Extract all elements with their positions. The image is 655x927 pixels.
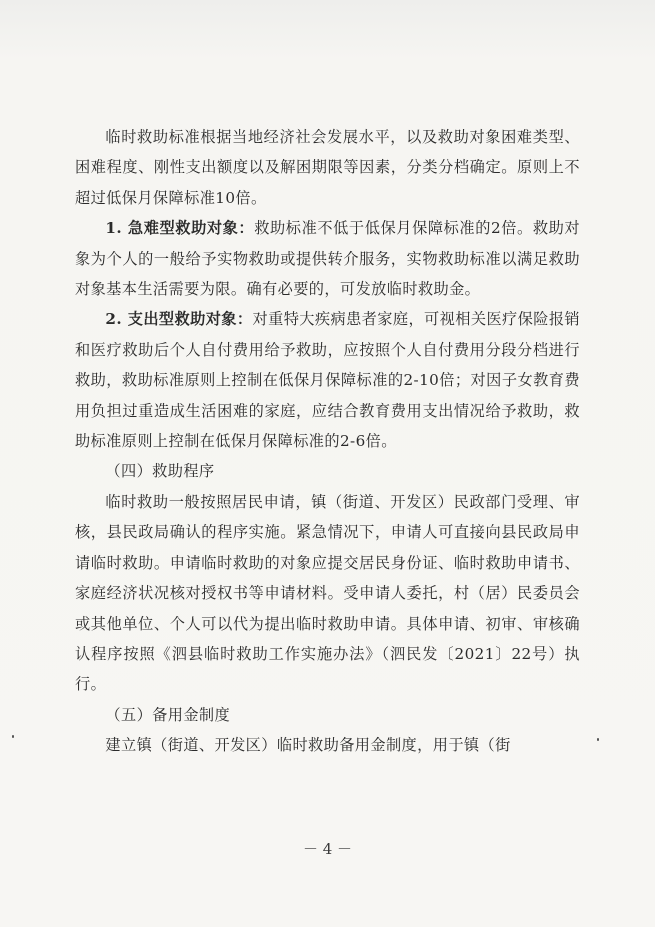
document-body <box>75 122 580 761</box>
scan-speck <box>597 738 599 741</box>
scan-speck <box>12 735 14 738</box>
paragraph-lead: 2. 支出型救助对象： <box>105 310 253 329</box>
section-heading-procedure: （四）救助程序 <box>105 462 215 481</box>
paragraph-text: 临时救助标准根据当地经济社会发展水平，以及救助对象困难类型、困难程度、刚性支出额度以及解困期限等因素，分类分档确定。原则上不超过低保月保障标准10倍。 <box>75 128 580 207</box>
paragraph-procedure: 临时救助一般按照居民申请，镇（街道、开发区）民政部门受理、审核，县民政局确认的程序实施。紧急情况下，申请人可直接向县民政局申请临时救助。申请临时救助的对象应提交居民身份证、临时救助申请书、家庭经济状况核对授权书等申请材料。受申请人委托，村（居）民委员会或其他单位、个人可以代为提出临时救助申请。具体申请、初审、审核确认程序按照《泗县临时救助工作实施办法》（泗民发〔2021〕22号）执行。 <box>75 492 580 694</box>
paragraph-text: 救助标准不低于低保月保障标准的2倍。救助对象为个人的一般给予实物救助或提供转介服务，实物救助标准以满足救助对象基本生活需要为限。确有必要的，可发放临时救助金。 <box>75 219 580 299</box>
section-heading-reserve-fund: （五）备用金制度 <box>105 705 231 724</box>
paragraph-text: 对重特大疾病患者家庭，可视相关医疗保险报销和医疗救助后个人自付费用给予救助，应按照个人自付费用分段分档进行救助，救助标准原则上控制在低保月保障标准的2-10倍；对因子女教育费用负担过重造成生活困难的家庭，应结合教育费用支出情况给予救助，救助标准原则上控制在低保月保障标准的2-6倍。 <box>75 310 581 451</box>
paragraph-reserve-fund: 建立镇（街道、开发区）临时救助备用金制度，用于镇（街 <box>105 736 511 755</box>
paragraph-expenditure-type <box>75 304 580 456</box>
paragraph-emergency-type <box>75 213 580 304</box>
page-number: － 4 － <box>302 840 353 858</box>
paragraph-lead: 1. 急难型救助对象： <box>105 219 255 238</box>
paragraph-standard <box>75 122 580 213</box>
